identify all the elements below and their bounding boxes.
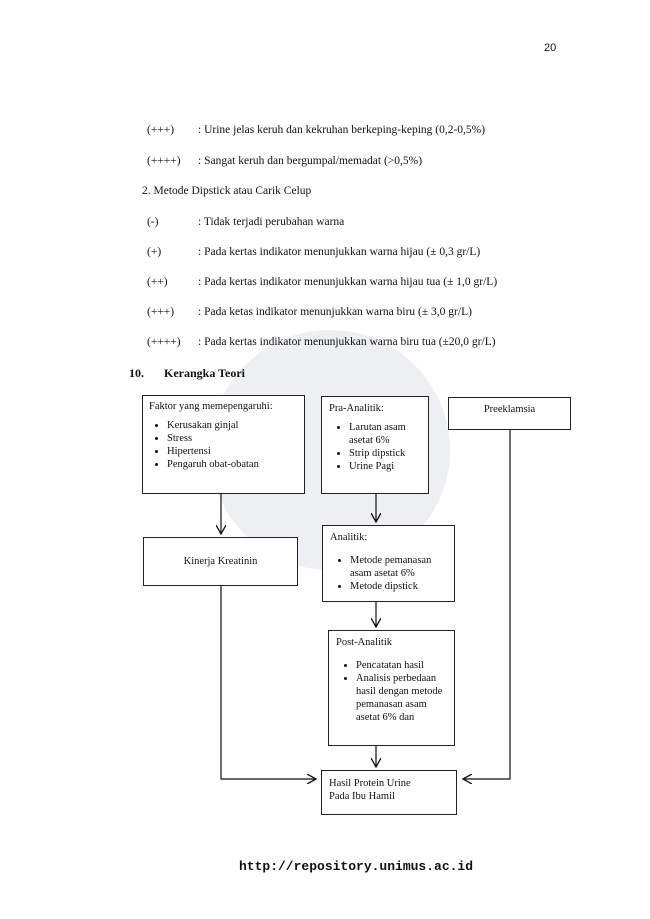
pre-analytic-title: Pra-Analitik: <box>329 403 384 414</box>
section-number: 10. <box>129 366 144 380</box>
preeklamsia-box <box>448 397 571 430</box>
analytic-box <box>322 525 455 602</box>
result-box <box>321 770 457 815</box>
factor-box <box>142 395 305 494</box>
factor-item: • Stress <box>167 432 298 445</box>
post-analytic-box <box>328 630 455 746</box>
preeklamsia-label: Preeklamsia <box>483 404 536 415</box>
method-2-title: 2. Metode Dipstick atau Carik Celup <box>142 185 312 197</box>
arrow-kinerja-to-hasil <box>221 586 315 779</box>
pre-analytic-item: • Larutan asam asetat 6% <box>349 421 421 447</box>
list-item-desc: : Urine jelas keruh dan kekruhan berkeping-keping (0,2-0,5%) <box>198 124 486 136</box>
pre-analytic-item: • Strip dipstick <box>349 447 421 460</box>
footer-url: http://repository.unimus.ac.id <box>239 859 474 874</box>
result-line-2: Pada Ibu Hamil <box>329 791 395 802</box>
list-item-desc: : Pada kertas indikator menunjukkan warna biru tua (±20,0 gr/L) <box>198 336 496 348</box>
pre-analytic-box <box>321 396 429 494</box>
list-item-desc: : Sangat keruh dan bergumpal/memadat (>0,5%) <box>198 155 423 167</box>
list-item-code: (++++) <box>147 336 181 348</box>
pre-analytic-item: • Urine Pagi <box>349 460 421 473</box>
list-item-code: (+) <box>147 246 162 258</box>
list-item-code: (++++) <box>147 155 181 167</box>
post-analytic-item: • Pencatatan hasil <box>356 659 447 672</box>
result-line-1: Hasil Protein Urine <box>329 778 411 789</box>
list-item-code: (++) <box>147 276 168 288</box>
kinerja-kreatinin-label: Kinerja Kreatinin <box>183 556 258 567</box>
list-item-desc: : Pada kertas indikator menunjukkan warna hijau tua (± 1,0 gr/L) <box>198 276 498 288</box>
list-item-desc: : Tidak terjadi perubahan warna <box>198 216 345 228</box>
analytic-item: • Metode pemanasan asam asetat 6% <box>350 554 447 580</box>
arrow-preeklamsia-to-hasil <box>464 430 510 779</box>
post-analytic-item: • Analisis perbedaan hasil dengan metode pemanasan asam asetat 6% dan <box>356 672 447 724</box>
factor-box-title: Faktor yang memepengaruhi: <box>149 401 273 412</box>
list-item-code: (+++) <box>147 124 175 136</box>
section-title: Kerangka Teori <box>164 366 246 380</box>
page-number: 20 <box>544 42 557 54</box>
list-item-code: (-) <box>147 216 159 228</box>
factor-item: • Hipertensi <box>167 445 298 458</box>
analytic-title: Analitik: <box>330 532 368 543</box>
list-item-desc: : Pada ketas indikator menunjukkan warna biru (± 3,0 gr/L) <box>198 306 472 318</box>
list-item-desc: : Pada kertas indikator menunjukkan warna hijau (± 0,3 gr/L) <box>198 246 481 258</box>
list-item-code: (+++) <box>147 306 175 318</box>
kinerja-kreatinin-box <box>143 537 298 586</box>
post-analytic-title: Post-Analitik <box>336 637 393 648</box>
factor-item: • Pengaruh obat-obatan <box>167 458 298 471</box>
factor-item: • Kerusakan ginjal <box>167 419 298 432</box>
analytic-item: • Metode dipstick <box>350 580 447 593</box>
